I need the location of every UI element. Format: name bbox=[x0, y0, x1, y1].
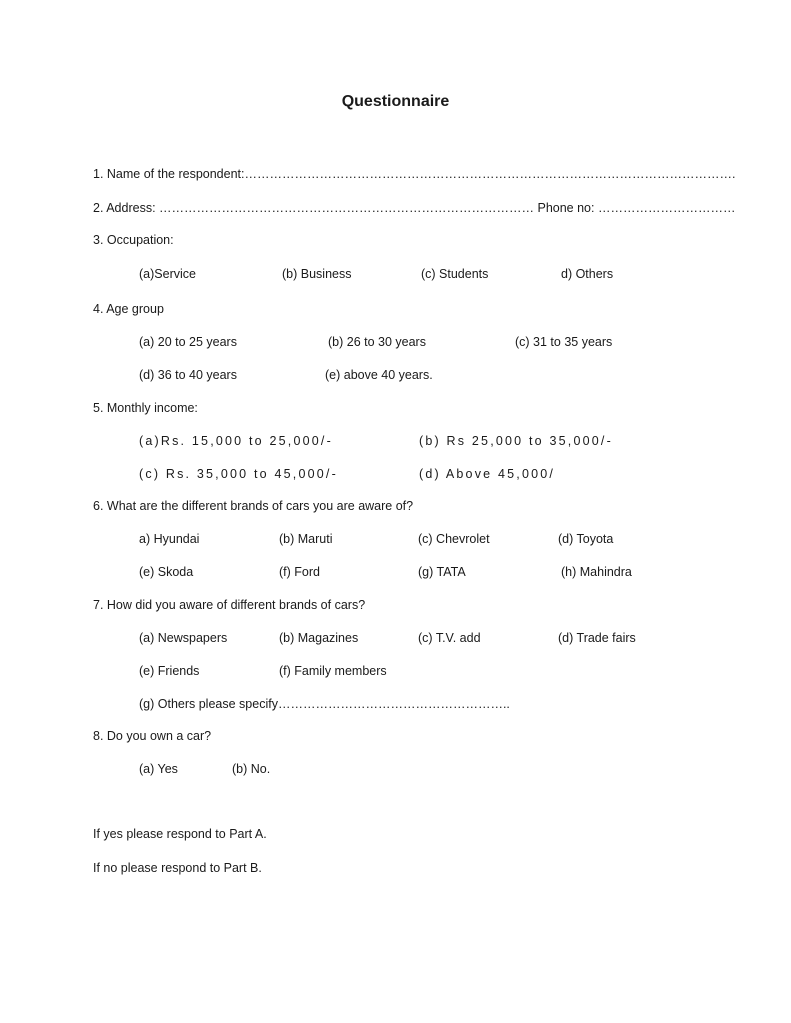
option-brand-c: (c) Chevrolet bbox=[418, 532, 490, 546]
question-name: 1. Name of the respondent:………………………………………………………………………………………………………. bbox=[93, 167, 736, 181]
note-part-a: If yes please respond to Part A. bbox=[93, 827, 267, 841]
option-occupation-d: d) Others bbox=[561, 267, 614, 281]
option-income-c: (c) Rs. 35,000 to 45,000/- bbox=[139, 467, 338, 481]
question-own-car: 8. Do you own a car? bbox=[93, 729, 212, 743]
page-title: Questionnaire bbox=[341, 93, 450, 110]
option-brand-b: (b) Maruti bbox=[279, 532, 333, 546]
option-awareness-a: (a) Newspapers bbox=[139, 631, 228, 645]
option-awareness-g: (g) Others please specify……………………………………………….. bbox=[139, 697, 510, 711]
option-brand-e: (e) Skoda bbox=[139, 565, 194, 579]
question-brands: 6. What are the different brands of cars you are aware of? bbox=[93, 499, 414, 513]
question-awareness: 7. How did you aware of different brands of cars? bbox=[93, 598, 366, 612]
option-brand-a: a) Hyundai bbox=[139, 532, 200, 546]
option-age-c: (c) 31 to 35 years bbox=[515, 335, 613, 349]
option-brand-h: (h) Mahindra bbox=[561, 565, 632, 579]
option-awareness-d: (d) Trade fairs bbox=[558, 631, 636, 645]
option-income-b: (b) Rs 25,000 to 35,000/- bbox=[419, 434, 613, 448]
option-brand-g: (g) TATA bbox=[418, 565, 466, 579]
option-occupation-c: (c) Students bbox=[421, 267, 489, 281]
option-age-e: (e) above 40 years. bbox=[325, 368, 433, 382]
option-awareness-e: (e) Friends bbox=[139, 664, 200, 678]
option-own-car-yes: (a) Yes bbox=[139, 762, 178, 776]
option-age-d: (d) 36 to 40 years bbox=[139, 368, 237, 382]
option-income-d: (d) Above 45,000/ bbox=[419, 467, 556, 481]
option-age-a: (a) 20 to 25 years bbox=[139, 335, 237, 349]
option-awareness-c: (c) T.V. add bbox=[418, 631, 481, 645]
option-own-car-no: (b) No. bbox=[232, 762, 271, 776]
option-brand-d: (d) Toyota bbox=[558, 532, 614, 546]
question-occupation: 3. Occupation: bbox=[93, 233, 174, 247]
option-awareness-b: (b) Magazines bbox=[279, 631, 359, 645]
note-part-b: If no please respond to Part B. bbox=[93, 861, 262, 875]
question-income: 5. Monthly income: bbox=[93, 401, 198, 415]
option-age-b: (b) 26 to 30 years bbox=[328, 335, 426, 349]
option-income-a: (a)Rs. 15,000 to 25,000/- bbox=[139, 434, 333, 448]
option-awareness-f: (f) Family members bbox=[279, 664, 387, 678]
option-brand-f: (f) Ford bbox=[279, 565, 320, 579]
option-occupation-b: (b) Business bbox=[282, 267, 352, 281]
question-address: 2. Address: ……………………………………………………………………………… Phone no: …………………………… bbox=[93, 201, 736, 215]
question-age-group: 4. Age group bbox=[93, 302, 164, 316]
option-occupation-a: (a)Service bbox=[139, 267, 196, 281]
